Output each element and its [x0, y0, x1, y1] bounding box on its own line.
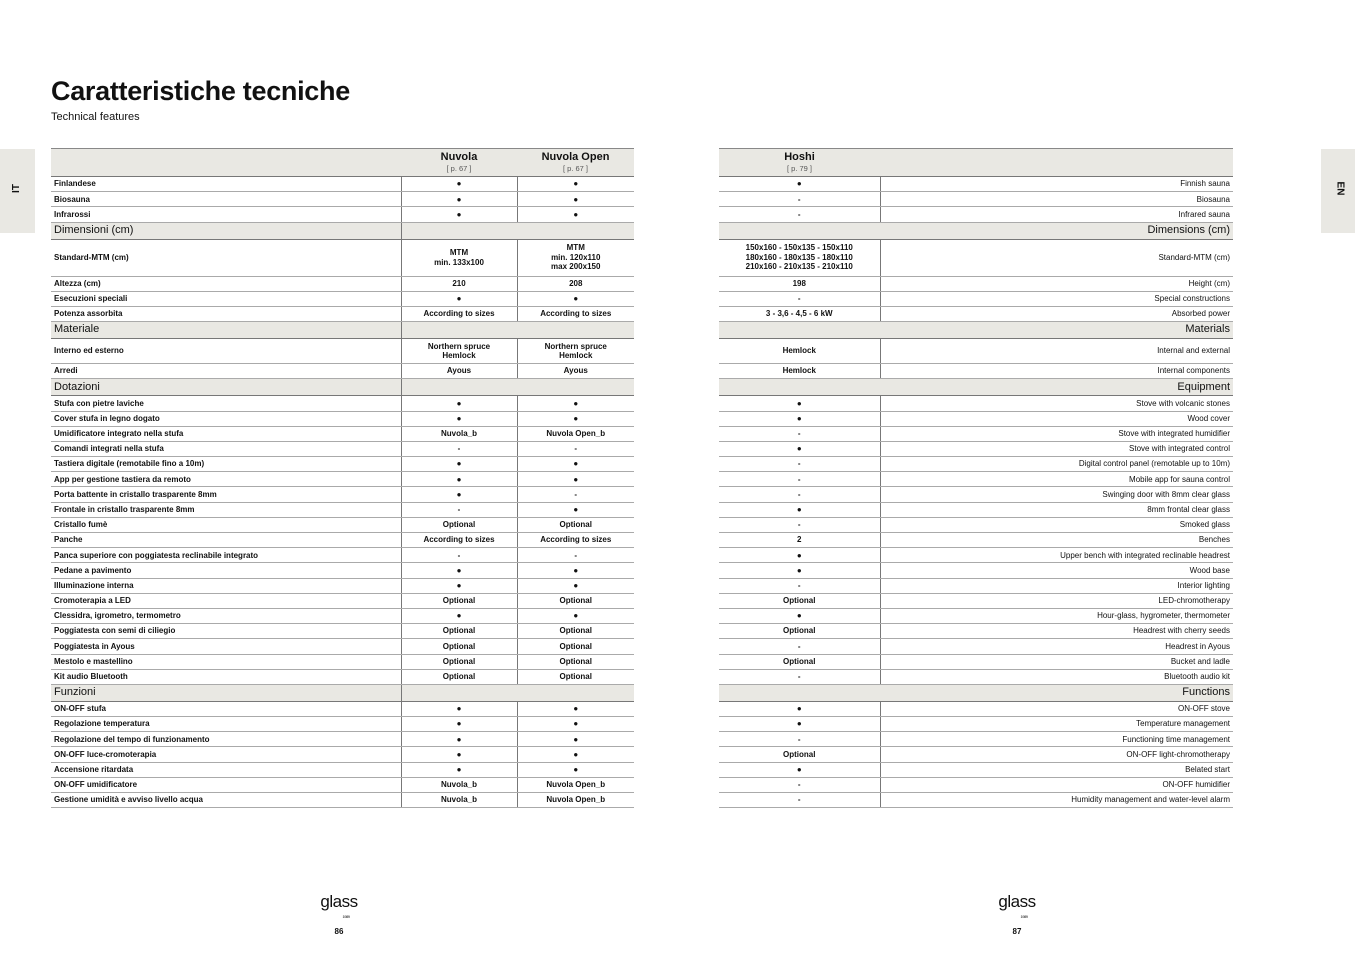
nuvola-value: ●: [401, 578, 517, 593]
footer-right: [987, 894, 1047, 936]
nuvola-open-value: ●: [517, 502, 634, 517]
nuvola-value: According to sizes: [401, 306, 517, 321]
section-title: Materials: [880, 322, 1233, 339]
feature-label: Stove with volcanic stones: [880, 396, 1233, 411]
table-row: [719, 177, 1233, 192]
hoshi-value: ●: [719, 411, 880, 426]
header-blank: [51, 149, 401, 177]
table-row: [51, 411, 634, 426]
nuvola-value: Northern spruce Hemlock: [401, 339, 517, 364]
hoshi-value: Optional: [719, 654, 880, 669]
feature-label: Porta battente in cristallo trasparente 8mm: [51, 487, 401, 502]
table-row: [51, 732, 634, 747]
section-title: Dimensions (cm): [880, 222, 1233, 239]
feature-label: Headrest with cherry seeds: [880, 624, 1233, 639]
table-row: [51, 441, 634, 456]
feature-label: Panca superiore con poggiatesta reclinabile integrato: [51, 548, 401, 563]
section-blank: [719, 322, 880, 339]
nuvola-value: ●: [401, 608, 517, 623]
feature-label: LED-chromotherapy: [880, 593, 1233, 608]
nuvola-value: According to sizes: [401, 533, 517, 548]
nuvola-value: ●: [401, 487, 517, 502]
hoshi-value: -: [719, 457, 880, 472]
table-row: [719, 487, 1233, 502]
nuvola-value: Optional: [401, 669, 517, 684]
page-title: Caratteristiche tecniche: [51, 76, 350, 106]
table-row: [51, 717, 634, 732]
hoshi-value: Hemlock: [719, 339, 880, 364]
hoshi-value: 150x160 - 150x135 - 150x110 180x160 - 180x135 - 180x110 210x160 - 210x135 - 210x110: [719, 239, 880, 276]
nuvola-open-value: -: [517, 548, 634, 563]
table-row: [51, 426, 634, 441]
table-row: [51, 701, 634, 716]
table-row: [719, 732, 1233, 747]
feature-label: 8mm frontal clear glass: [880, 502, 1233, 517]
nuvola-value: Nuvola_b: [401, 777, 517, 792]
hoshi-value: ●: [719, 396, 880, 411]
nuvola-value: Optional: [401, 654, 517, 669]
table-row: [51, 291, 634, 306]
hoshi-value: -: [719, 207, 880, 222]
table-row: [51, 396, 634, 411]
hoshi-value: ●: [719, 563, 880, 578]
hoshi-value: ●: [719, 608, 880, 623]
feature-label: Umidificatore integrato nella stufa: [51, 426, 401, 441]
footer-left: [309, 894, 369, 936]
nuvola-open-value: 208: [517, 276, 634, 291]
section-header: [51, 684, 634, 701]
nuvola-value: ●: [401, 411, 517, 426]
feature-label: Altezza (cm): [51, 276, 401, 291]
table-row: [51, 192, 634, 207]
nuvola-open-value: ●: [517, 762, 634, 777]
table-row: [51, 517, 634, 532]
hoshi-value: -: [719, 472, 880, 487]
nuvola-value: -: [401, 548, 517, 563]
product-page-ref: [ p. 67 ]: [446, 163, 472, 173]
table-row: [719, 411, 1233, 426]
section-blank: [719, 222, 880, 239]
hoshi-value: Optional: [719, 593, 880, 608]
feature-label: Standard-MTM (cm): [51, 239, 401, 276]
section-title: Dotazioni: [51, 379, 401, 396]
nuvola-value: ●: [401, 177, 517, 192]
table-row: [719, 777, 1233, 792]
feature-label: Interno ed esterno: [51, 339, 401, 364]
language-tab-en: [1321, 149, 1355, 233]
table-row: [719, 364, 1233, 379]
nuvola-value: ●: [401, 291, 517, 306]
table-row: [719, 502, 1233, 517]
feature-label: ON-OFF umidificatore: [51, 777, 401, 792]
nuvola-value: MTM min. 133x100: [401, 239, 517, 276]
section-header: [719, 222, 1233, 239]
nuvola-value: Ayous: [401, 364, 517, 379]
table-row: [51, 608, 634, 623]
product-page-ref: [ p. 67 ]: [562, 163, 589, 173]
hoshi-value: Hemlock: [719, 364, 880, 379]
nuvola-open-value: ●: [517, 472, 634, 487]
product-name: Nuvola: [440, 150, 478, 163]
nuvola-open-value: ●: [517, 578, 634, 593]
table-row: [719, 624, 1233, 639]
nuvola-open-value: Nuvola Open_b: [517, 793, 634, 808]
table-row: [719, 276, 1233, 291]
table-row: [51, 472, 634, 487]
table-row: [51, 276, 634, 291]
hoshi-value: ●: [719, 441, 880, 456]
nuvola-value: -: [401, 441, 517, 456]
table-row: [51, 457, 634, 472]
table-row: [719, 396, 1233, 411]
nuvola-open-value: Optional: [517, 669, 634, 684]
nuvola-value: Optional: [401, 593, 517, 608]
section-header: [51, 379, 634, 396]
feature-label: Pedane a pavimento: [51, 563, 401, 578]
feature-label: Biosauna: [880, 192, 1233, 207]
nuvola-value: Optional: [401, 624, 517, 639]
nuvola-open-value: Nuvola Open_b: [517, 426, 634, 441]
table-row: [719, 639, 1233, 654]
feature-label: Benches: [880, 533, 1233, 548]
table-row: [719, 472, 1233, 487]
feature-label: Tastiera digitale (remotabile fino a 10m): [51, 457, 401, 472]
language-label: IT: [10, 184, 22, 193]
features-table-english: [719, 148, 1233, 808]
hoshi-value: ●: [719, 762, 880, 777]
table-row: [719, 669, 1233, 684]
feature-label: Hour-glass, hygrometer, thermometer: [880, 608, 1233, 623]
table-row: [51, 654, 634, 669]
nuvola-open-value: ●: [517, 457, 634, 472]
feature-label: ON-OFF luce-cromoterapia: [51, 747, 401, 762]
feature-label: Digital control panel (remotable up to 10m): [880, 457, 1233, 472]
nuvola-value: ●: [401, 701, 517, 716]
nuvola-open-value: Optional: [517, 654, 634, 669]
feature-label: Internal and external: [880, 339, 1233, 364]
nuvola-value: ●: [401, 717, 517, 732]
feature-label: Wood cover: [880, 411, 1233, 426]
table-row: [51, 669, 634, 684]
nuvola-open-value: Optional: [517, 624, 634, 639]
feature-label: Functioning time management: [880, 732, 1233, 747]
table-header: [719, 149, 1233, 177]
feature-label: Absorbed power: [880, 306, 1233, 321]
feature-label: Infrared sauna: [880, 207, 1233, 222]
table-row: [51, 639, 634, 654]
feature-label: Illuminazione interna: [51, 578, 401, 593]
section-title: Dimensioni (cm): [51, 222, 401, 239]
table-row: [719, 793, 1233, 808]
nuvola-open-value: ●: [517, 608, 634, 623]
feature-label: Humidity management and water-level alarm: [880, 793, 1233, 808]
section-header: [51, 222, 634, 239]
product-header: [401, 149, 517, 177]
nuvola-open-value: Optional: [517, 517, 634, 532]
nuvola-open-value: ●: [517, 177, 634, 192]
header-blank: [880, 149, 1233, 177]
table-row: [719, 548, 1233, 563]
feature-label: Regolazione del tempo di funzionamento: [51, 732, 401, 747]
feature-label: Potenza assorbita: [51, 306, 401, 321]
table-row: [719, 717, 1233, 732]
table-row: [719, 578, 1233, 593]
product-name: Hoshi: [784, 150, 815, 163]
hoshi-value: Optional: [719, 624, 880, 639]
feature-label: Accensione ritardata: [51, 762, 401, 777]
nuvola-value: -: [401, 502, 517, 517]
nuvola-value: ●: [401, 747, 517, 762]
feature-label: Arredi: [51, 364, 401, 379]
table-row: [719, 593, 1233, 608]
hoshi-value: -: [719, 669, 880, 684]
nuvola-open-value: Northern spruce Hemlock: [517, 339, 634, 364]
feature-label: Internal components: [880, 364, 1233, 379]
feature-label: ON-OFF stove: [880, 701, 1233, 716]
feature-label: Temperature management: [880, 717, 1233, 732]
nuvola-open-value: ●: [517, 207, 634, 222]
section-blank: [401, 379, 634, 396]
table-row: [51, 487, 634, 502]
nuvola-open-value: According to sizes: [517, 533, 634, 548]
hoshi-value: -: [719, 426, 880, 441]
table-row: [719, 207, 1233, 222]
feature-label: Kit audio Bluetooth: [51, 669, 401, 684]
feature-label: Height (cm): [880, 276, 1233, 291]
feature-label: Standard-MTM (cm): [880, 239, 1233, 276]
table-row: [51, 502, 634, 517]
nuvola-open-value: According to sizes: [517, 306, 634, 321]
nuvola-open-value: ●: [517, 701, 634, 716]
section-header: [719, 684, 1233, 701]
hoshi-value: ●: [719, 701, 880, 716]
section-title: Funzioni: [51, 684, 401, 701]
nuvola-open-value: ●: [517, 747, 634, 762]
section-header: [51, 322, 634, 339]
feature-label: Infrarossi: [51, 207, 401, 222]
table-row: [51, 578, 634, 593]
hoshi-value: -: [719, 578, 880, 593]
feature-label: Mobile app for sauna control: [880, 472, 1233, 487]
nuvola-value: ●: [401, 207, 517, 222]
feature-label: Wood base: [880, 563, 1233, 578]
hoshi-value: -: [719, 793, 880, 808]
feature-label: Stove with integrated control: [880, 441, 1233, 456]
hoshi-value: Optional: [719, 747, 880, 762]
nuvola-open-value: ●: [517, 396, 634, 411]
table-row: [719, 457, 1233, 472]
table-row: [51, 762, 634, 777]
table-row: [719, 291, 1233, 306]
hoshi-value: 198: [719, 276, 880, 291]
hoshi-value: -: [719, 732, 880, 747]
section-title: Functions: [880, 684, 1233, 701]
table-row: [51, 777, 634, 792]
feature-label: Poggiatesta in Ayous: [51, 639, 401, 654]
table-row: [719, 239, 1233, 276]
feature-label: Biosauna: [51, 192, 401, 207]
feature-label: ON-OFF humidifier: [880, 777, 1233, 792]
features-table-italian: [51, 148, 634, 808]
hoshi-value: ●: [719, 177, 880, 192]
nuvola-value: ●: [401, 762, 517, 777]
feature-label: ON-OFF stufa: [51, 701, 401, 716]
table-row: [51, 563, 634, 578]
table-row: [719, 426, 1233, 441]
table-row: [51, 793, 634, 808]
feature-label: Finlandese: [51, 177, 401, 192]
section-title: Equipment: [880, 379, 1233, 396]
feature-label: Belated start: [880, 762, 1233, 777]
table-row: [719, 654, 1233, 669]
product-header: [719, 149, 880, 177]
product-name: Nuvola Open: [541, 150, 610, 163]
section-blank: [719, 379, 880, 396]
table-row: [719, 608, 1233, 623]
section-blank: [719, 684, 880, 701]
nuvola-open-value: ●: [517, 411, 634, 426]
feature-label: Comandi integrati nella stufa: [51, 441, 401, 456]
table-row: [719, 762, 1233, 777]
hoshi-value: -: [719, 487, 880, 502]
feature-label: Cristallo fumè: [51, 517, 401, 532]
hoshi-value: -: [719, 517, 880, 532]
feature-label: Special constructions: [880, 291, 1233, 306]
nuvola-open-value: Ayous: [517, 364, 634, 379]
feature-label: Regolazione temperatura: [51, 717, 401, 732]
table-row: [719, 339, 1233, 364]
hoshi-value: ●: [719, 548, 880, 563]
table-row: [51, 364, 634, 379]
nuvola-value: ●: [401, 192, 517, 207]
feature-label: Cromoterapia a LED: [51, 593, 401, 608]
feature-label: Upper bench with integrated reclinable headrest: [880, 548, 1233, 563]
feature-label: Panche: [51, 533, 401, 548]
hoshi-value: 2: [719, 533, 880, 548]
section-header: [719, 322, 1233, 339]
feature-label: App per gestione tastiera da remoto: [51, 472, 401, 487]
feature-label: Finnish sauna: [880, 177, 1233, 192]
page-number: 87: [1012, 927, 1022, 936]
nuvola-open-value: -: [517, 441, 634, 456]
page-number: 86: [334, 927, 344, 936]
feature-label: Bluetooth audio kit: [880, 669, 1233, 684]
feature-label: Mestolo e mastellino: [51, 654, 401, 669]
nuvola-value: 210: [401, 276, 517, 291]
glass-logo: glass 1989: [320, 892, 358, 919]
feature-label: Frontale in cristallo trasparente 8mm: [51, 502, 401, 517]
section-title: Materiale: [51, 322, 401, 339]
nuvola-open-value: Optional: [517, 639, 634, 654]
language-tab-it: [0, 149, 35, 233]
nuvola-value: Nuvola_b: [401, 426, 517, 441]
nuvola-value: ●: [401, 457, 517, 472]
feature-label: Esecuzioni speciali: [51, 291, 401, 306]
table-row: [51, 548, 634, 563]
table-row: [719, 533, 1233, 548]
feature-label: Smoked glass: [880, 517, 1233, 532]
table-row: [51, 177, 634, 192]
nuvola-value: ●: [401, 732, 517, 747]
section-header: [719, 379, 1233, 396]
feature-label: Clessidra, igrometro, termometro: [51, 608, 401, 623]
section-blank: [401, 684, 634, 701]
table-row: [51, 239, 634, 276]
nuvola-open-value: ●: [517, 192, 634, 207]
nuvola-open-value: -: [517, 487, 634, 502]
table-row: [719, 192, 1233, 207]
table-row: [719, 517, 1233, 532]
feature-label: Cover stufa in legno dogato: [51, 411, 401, 426]
nuvola-value: ●: [401, 396, 517, 411]
feature-label: Interior lighting: [880, 578, 1233, 593]
nuvola-value: Optional: [401, 517, 517, 532]
nuvola-value: ●: [401, 563, 517, 578]
nuvola-open-value: Nuvola Open_b: [517, 777, 634, 792]
table-row: [51, 339, 634, 364]
nuvola-open-value: ●: [517, 732, 634, 747]
glass-logo: glass 1989: [998, 892, 1036, 919]
nuvola-value: ●: [401, 472, 517, 487]
nuvola-open-value: Optional: [517, 593, 634, 608]
feature-label: Gestione umidità e avviso livello acqua: [51, 793, 401, 808]
feature-label: Stufa con pietre laviche: [51, 396, 401, 411]
hoshi-value: -: [719, 777, 880, 792]
nuvola-value: Optional: [401, 639, 517, 654]
table-row: [51, 747, 634, 762]
feature-label: Headrest in Ayous: [880, 639, 1233, 654]
hoshi-value: -: [719, 192, 880, 207]
table-row: [719, 441, 1233, 456]
nuvola-open-value: ●: [517, 291, 634, 306]
nuvola-open-value: MTM min. 120x110 max 200x150: [517, 239, 634, 276]
section-blank: [401, 222, 634, 239]
product-page-ref: [ p. 79 ]: [786, 163, 813, 173]
language-label: EN: [1334, 181, 1346, 196]
nuvola-open-value: ●: [517, 717, 634, 732]
hoshi-value: -: [719, 639, 880, 654]
hoshi-value: -: [719, 291, 880, 306]
feature-label: Stove with integrated humidifier: [880, 426, 1233, 441]
table-row: [51, 533, 634, 548]
table-row: [719, 747, 1233, 762]
hoshi-value: ●: [719, 502, 880, 517]
table-row: [51, 306, 634, 321]
table-row: [719, 701, 1233, 716]
feature-label: Bucket and ladle: [880, 654, 1233, 669]
table-row: [51, 207, 634, 222]
nuvola-open-value: ●: [517, 563, 634, 578]
table-row: [51, 593, 634, 608]
page-subtitle: Technical features: [51, 111, 140, 123]
table-header: [51, 149, 634, 177]
feature-label: Swinging door with 8mm clear glass: [880, 487, 1233, 502]
feature-label: ON-OFF light-chromotherapy: [880, 747, 1233, 762]
table-row: [51, 624, 634, 639]
table-row: [719, 306, 1233, 321]
table-row: [719, 563, 1233, 578]
nuvola-value: Nuvola_b: [401, 793, 517, 808]
hoshi-value: 3 - 3,6 - 4,5 - 6 kW: [719, 306, 880, 321]
product-header: [517, 149, 634, 177]
hoshi-value: ●: [719, 717, 880, 732]
section-blank: [401, 322, 634, 339]
feature-label: Poggiatesta con semi di ciliegio: [51, 624, 401, 639]
